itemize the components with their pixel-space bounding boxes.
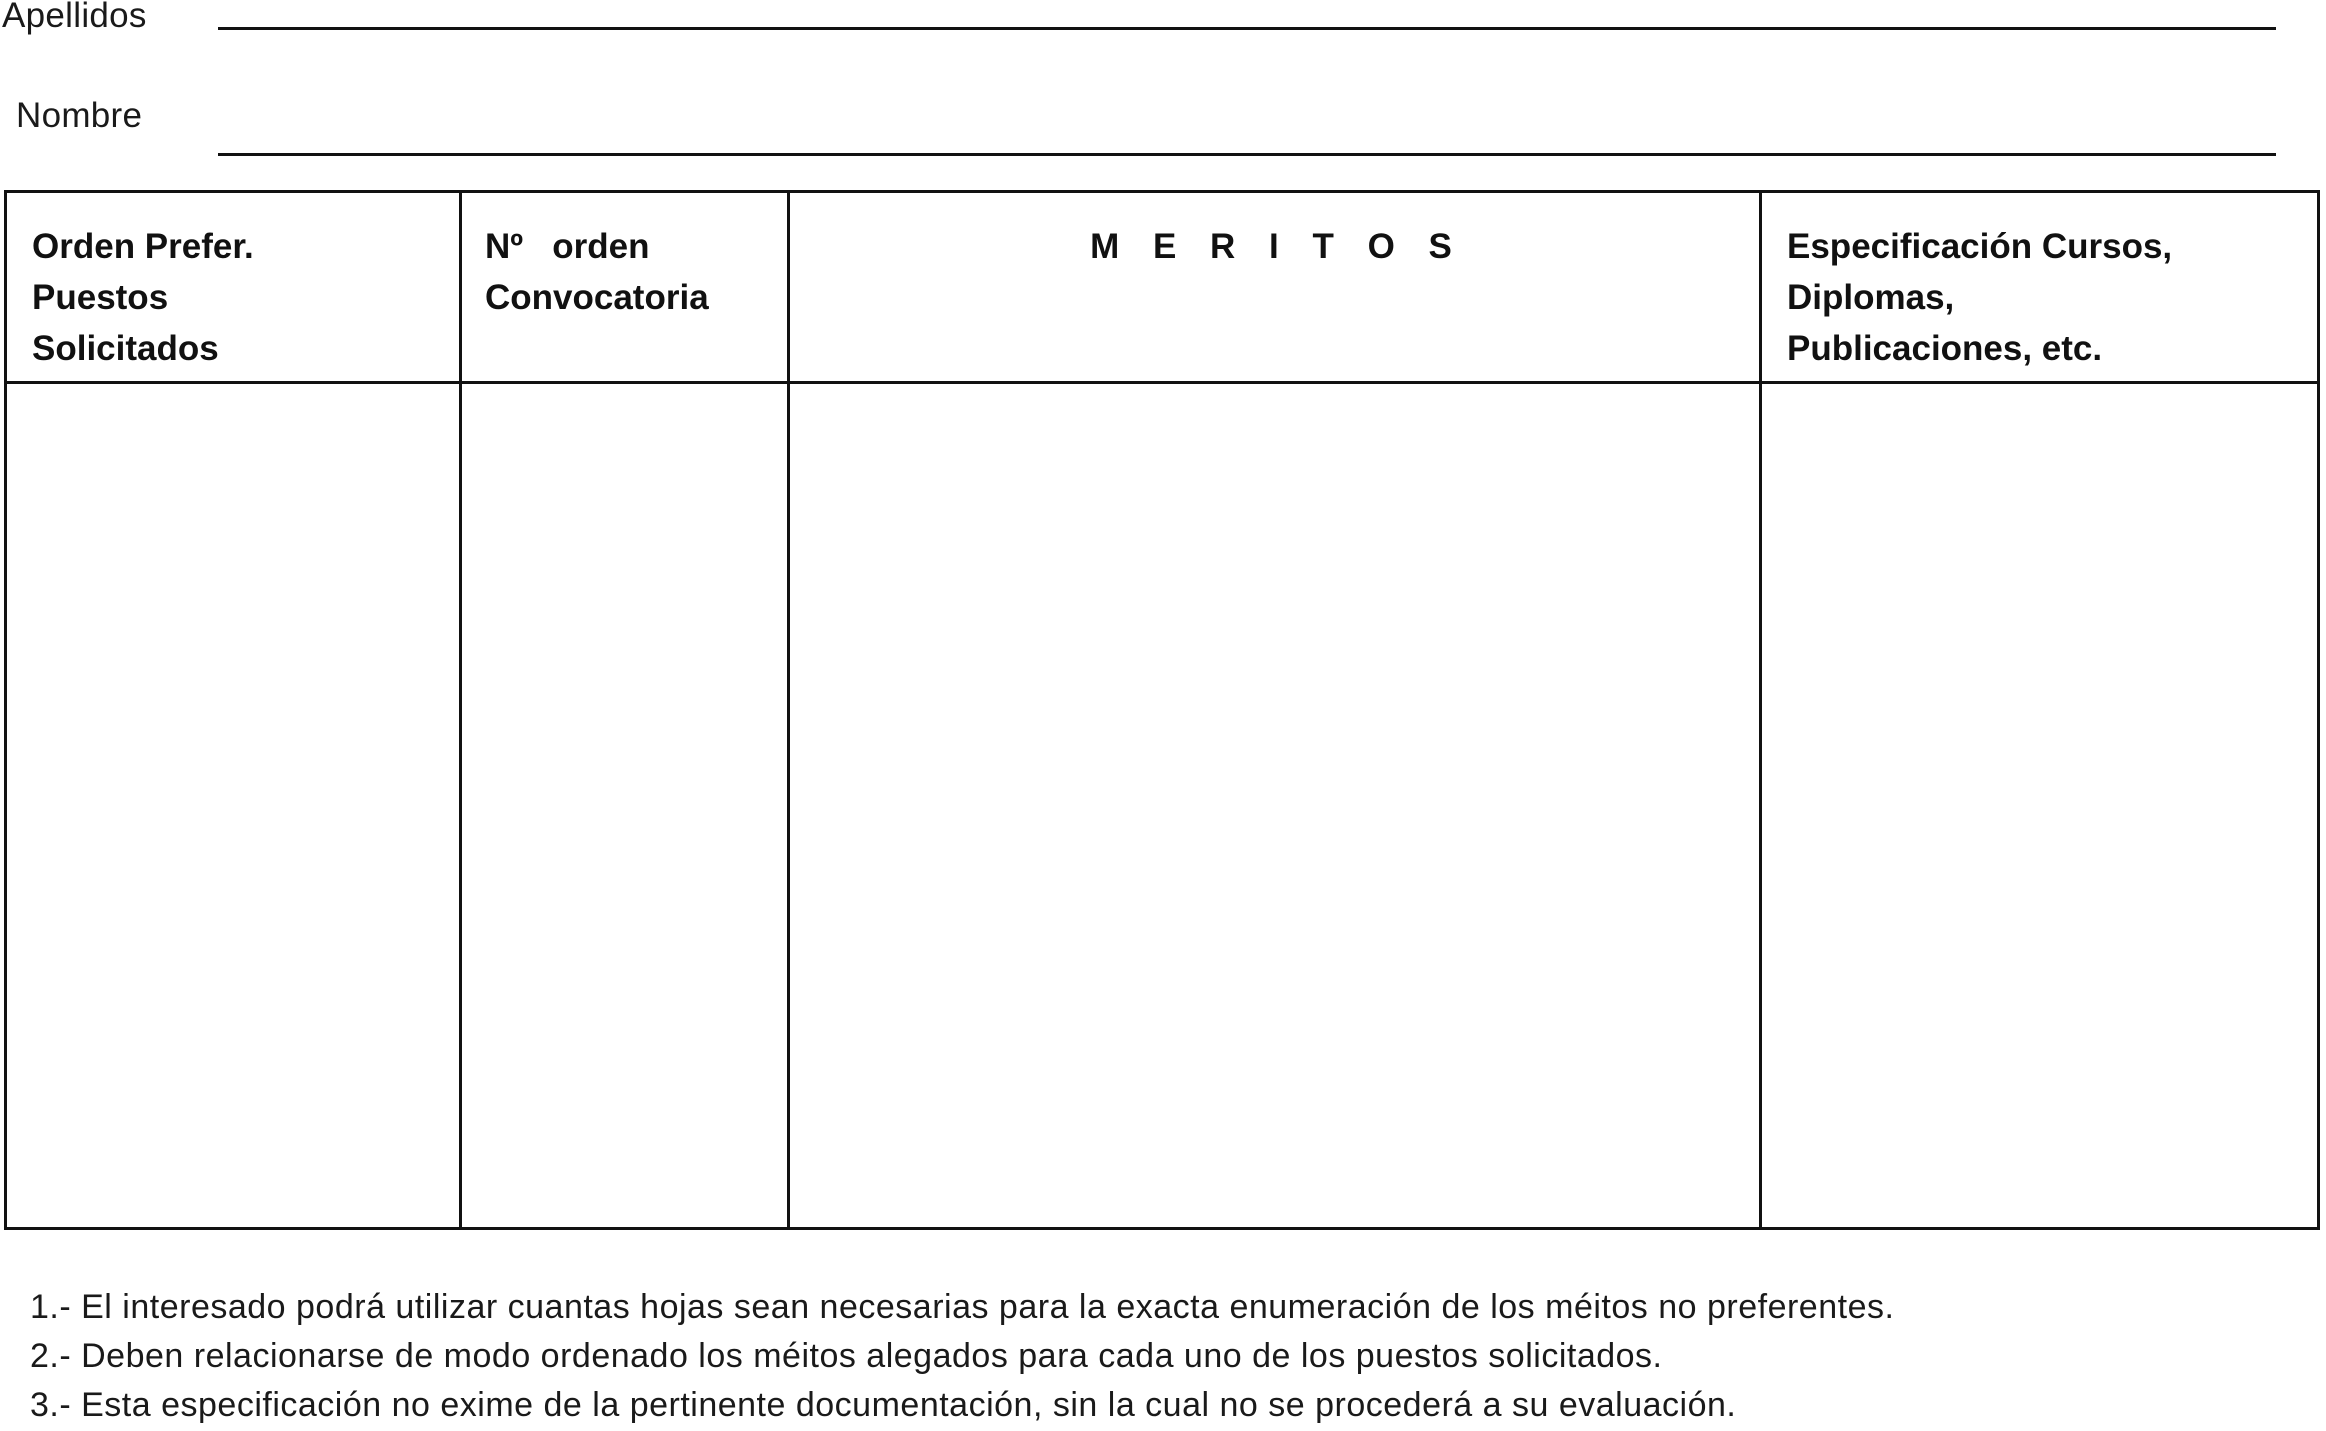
header-line: Convocatoria (485, 278, 709, 317)
header-n-orden (485, 221, 775, 323)
nombre-line[interactable] (218, 153, 2276, 156)
header-orden-prefer (32, 221, 452, 374)
cell-orden-prefer[interactable] (7, 384, 459, 1227)
apellidos-line[interactable] (218, 27, 2276, 30)
cell-meritos[interactable] (790, 384, 1759, 1227)
footnote: 3.- Esta especificación no exime de la pertinente documentación, sin la cual no se procederá a su evaluación. (30, 1386, 1737, 1424)
header-especificacion (1787, 221, 2317, 374)
apellidos-label: Apellidos (2, 0, 147, 35)
footnote: 2.- Deben relacionarse de modo ordenado los méitos alegados para cada uno de los puestos solicitados. (30, 1337, 1663, 1375)
header-line: Nº orden (485, 227, 650, 266)
cell-n-orden[interactable] (462, 384, 787, 1227)
nombre-label: Nombre (16, 96, 143, 135)
cell-especificacion[interactable] (1762, 384, 2317, 1227)
header-meritos (797, 221, 1757, 272)
header-line: Solicitados (32, 329, 219, 368)
footnotes (30, 1283, 1894, 1430)
header-line: Diplomas, (1787, 278, 1955, 317)
header-line: Puestos (32, 278, 169, 317)
header-line: Especificación Cursos, (1787, 227, 2173, 266)
footnote: 1.- El interesado podrá utilizar cuantas hojas sean necesarias para la exacta enumeración de los méitos no preferentes. (30, 1288, 1895, 1326)
header-line: M E R I T O S (1090, 227, 1464, 266)
header-line: Orden Prefer. (32, 227, 254, 266)
meritos-table (4, 190, 2320, 1230)
header-line: Publicaciones, etc. (1787, 329, 2103, 368)
